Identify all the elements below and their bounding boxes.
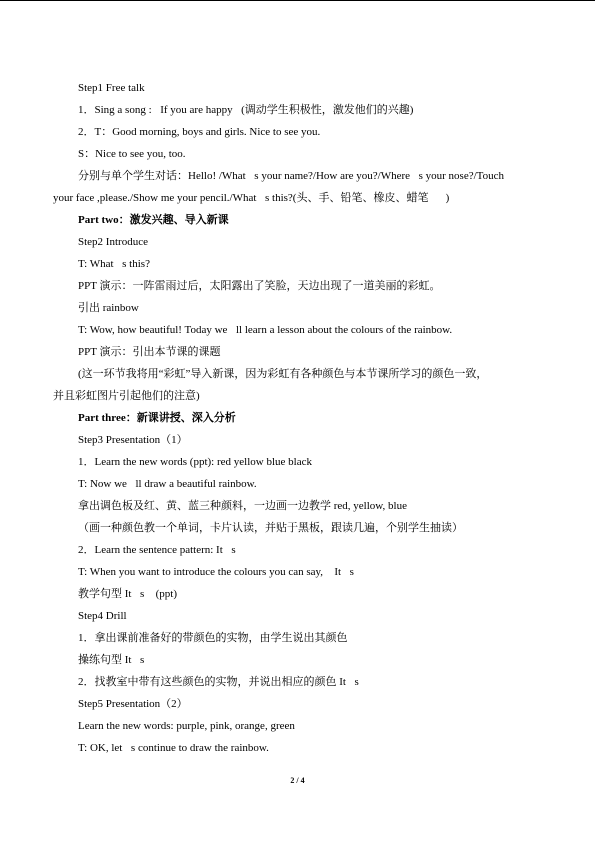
part-two-heading: Part two：激发兴趣、导入新课: [78, 214, 229, 226]
line-draw-rainbow: T: Now we ll draw a beautiful rainbow.: [78, 478, 257, 490]
line-drill-2: 2．找教室中带有这些颜色的实物，并说出相应的颜色 It s : [78, 676, 368, 688]
line-sentence-pattern: 2．Learn the sentence pattern: It s : [78, 544, 245, 556]
line-ppt-rainbow: PPT 演示：一阵雷雨过后，太阳露出了笑脸，天边出现了一道美丽的彩虹。: [78, 280, 441, 292]
step5-heading: Step5 Presentation（2）: [78, 698, 188, 710]
step1-heading: Step1 Free talk: [78, 82, 145, 94]
top-border-line: [0, 0, 595, 1]
line-nice-to-see: S：Nice to see you, too.: [78, 148, 186, 160]
line-note-2: 并且彩虹图片引起他们的注意): [53, 390, 200, 402]
step3-heading: Step3 Presentation（1）: [78, 434, 188, 446]
step2-heading: Step2 Introduce: [78, 236, 148, 248]
line-drill-1: 1．拿出课前准备好的带颜色的实物，由学生说出其颜色: [78, 632, 348, 644]
line-introduce-rainbow: 引出 rainbow: [78, 302, 139, 314]
line-continue-draw: T: OK, let s continue to draw the rainbow.: [78, 742, 269, 754]
line-whats-this: T: What s this?: [78, 258, 150, 270]
page-number: 2 / 4: [290, 776, 305, 785]
line-sing-song: 1．Sing a song : If you are happy (调动学生积极性，激发他们的兴趣): [78, 104, 414, 116]
line-teach-pattern: 教学句型 It s  (ppt): [78, 588, 177, 600]
line-practice-pattern: 操练句型 It s : [78, 654, 153, 666]
line-card-reading: （画一种颜色教一个单词，卡片认读，并贴于黑板，跟读几遍，个别学生抽读）: [78, 522, 463, 534]
line-palette: 拿出调色板及红、黄、蓝三种颜料，一边画一边教学 red, yellow, blue: [78, 500, 407, 512]
line-note-1: (这一环节我将用“彩虹”导入新课，因为彩虹有各种颜色与本节课所学习的颜色一致，: [78, 368, 488, 380]
line-dialogue-2: your face ,please./Show me your pencil./What s this?(头、手、铅笔、橡皮、蜡笔  ): [53, 192, 450, 204]
line-new-words-2: Learn the new words: purple, pink, orange, green: [78, 720, 295, 732]
line-introduce-colours: T: When you want to introduce the colours you can say,  It s  : [78, 566, 372, 578]
line-dialogue-1: 分别与单个学生对话：Hello! /What s your name?/How are you?/Where s your nose?/Touch: [78, 170, 504, 182]
line-good-morning: 2．T：Good morning, boys and girls. Nice to see you.: [78, 126, 321, 138]
line-ppt-title: PPT 演示：引出本节课的课题: [78, 346, 221, 358]
line-learn-words: 1．Learn the new words (ppt): red yellow blue black: [78, 456, 312, 468]
step4-heading: Step4 Drill: [78, 610, 127, 622]
part-three-heading: Part three：新课讲授、深入分析: [78, 412, 236, 424]
line-wow-beautiful: T: Wow, how beautiful! Today we ll learn a lesson about the colours of the rainbow.: [78, 324, 453, 336]
